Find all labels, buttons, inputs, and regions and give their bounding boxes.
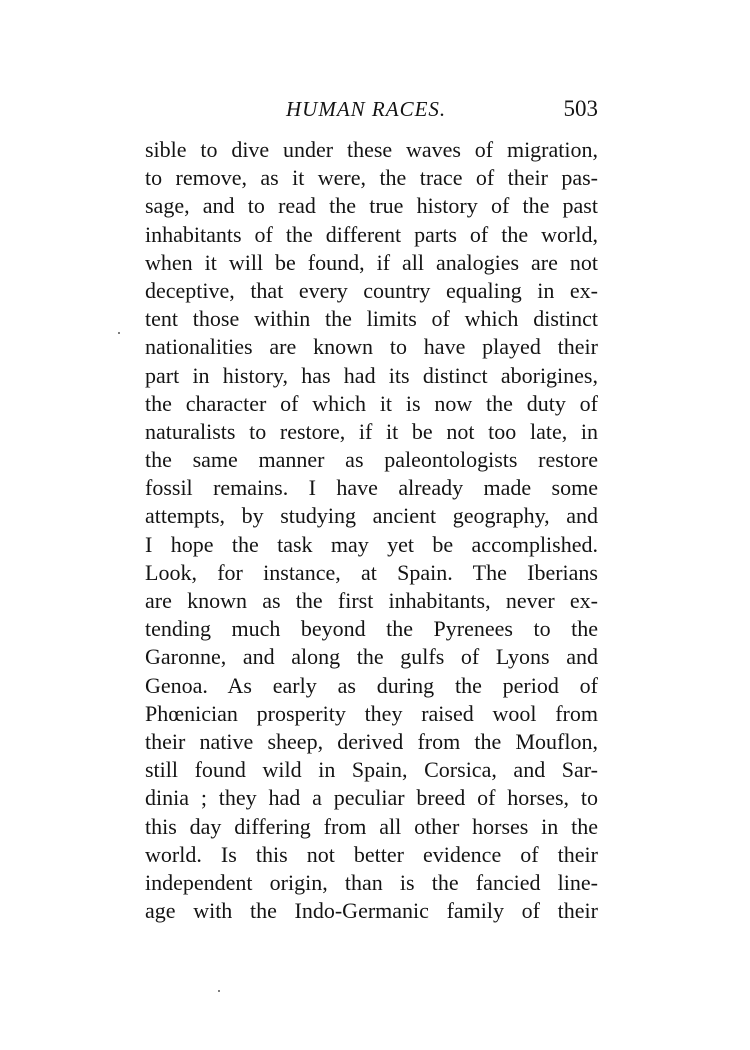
text-line: are known as the first inhabitants, never ex- <box>145 588 598 613</box>
text-line: naturalists to restore, if it be not too late, in <box>145 418 598 444</box>
text-line: sible to dive under these waves of migration, <box>145 137 598 162</box>
text-line: fossil remains. I have already made some <box>145 475 598 501</box>
body-text <box>145 136 598 925</box>
text-line: part in history, has had its distinct aborigines, <box>145 362 598 388</box>
text-line: sage, and to read the true history of the past <box>145 193 598 219</box>
running-title: HUMAN RACES. <box>286 97 447 121</box>
text-line: their native sheep, derived from the Mouflon, <box>145 728 598 754</box>
text-line: nationalities are known to have played their <box>145 334 598 360</box>
text-line: independent origin, than is the fancied line- <box>145 869 598 895</box>
text-line: deceptive, that every country equaling in ex- <box>145 277 598 303</box>
text-line: this day differing from all other horses in the <box>145 813 598 839</box>
text-line: Phœnician prosperity they raised wool from <box>145 700 598 726</box>
running-head <box>145 93 598 125</box>
paper-speck <box>118 332 120 334</box>
paper-speck <box>218 990 220 992</box>
text-line: world. Is this not better evidence of their <box>145 841 598 867</box>
text-line: inhabitants of the different parts of the world, <box>145 221 598 247</box>
text-line: I hope the task may yet be accomplished. <box>145 531 598 557</box>
text-line: attempts, by studying ancient geography, and <box>145 503 598 529</box>
page-number: 503 <box>563 96 598 121</box>
text-line: dinia ; they had a peculiar breed of horses, to <box>145 785 598 811</box>
text-line: still found wild in Spain, Corsica, and Sar- <box>145 757 598 783</box>
text-line: Look, for instance, at Spain. The Iberians <box>145 559 598 585</box>
text-line: tent those within the limits of which distinct <box>145 306 598 332</box>
text-line: age with the Indo-Germanic family of their <box>145 898 598 924</box>
text-line: to remove, as it were, the trace of their pas- <box>145 165 598 191</box>
text-line: tending much beyond the Pyrenees to the <box>145 616 598 642</box>
text-line: Genoa. As early as during the period of <box>145 672 598 698</box>
text-line: the character of which it is now the duty of <box>145 390 598 416</box>
text-line: the same manner as paleontologists restore <box>145 447 598 473</box>
text-line: when it will be found, if all analogies are not <box>145 249 598 275</box>
text-line: Garonne, and along the gulfs of Lyons and <box>145 644 598 670</box>
